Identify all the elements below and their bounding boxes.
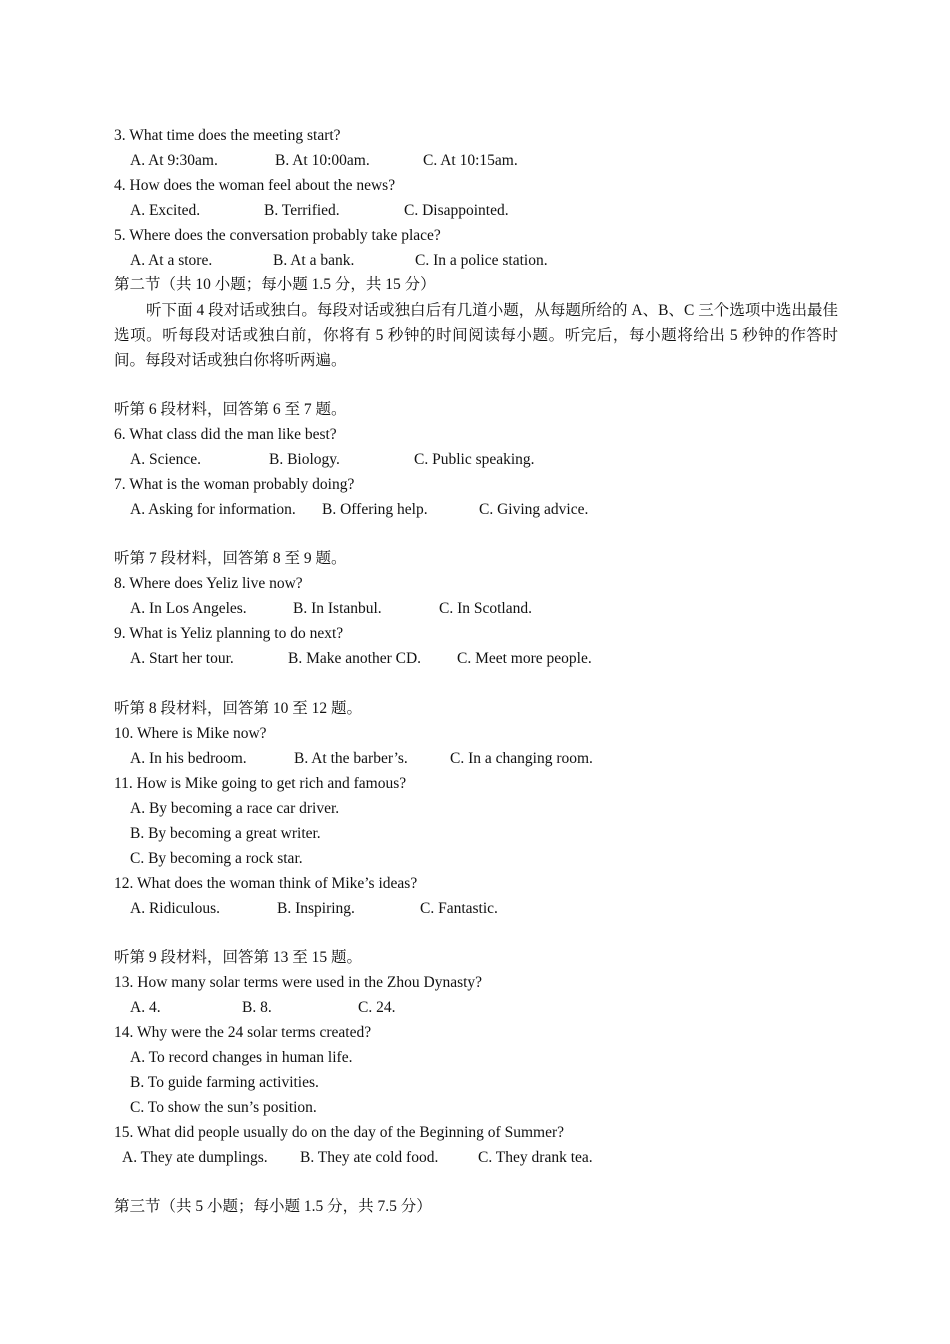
option-c: C. At 10:15am. bbox=[423, 152, 518, 169]
option-b: B. 8. bbox=[242, 999, 272, 1016]
question-4: 4. How does the woman feel about the news? bbox=[114, 177, 396, 194]
option-c-text: C. By becoming a rock star. bbox=[130, 850, 303, 867]
option-b-text: B. To guide farming activities. bbox=[130, 1074, 319, 1091]
section-2-heading: 第二节（共 10 小题；每小题 1.5 分，共 15 分） bbox=[114, 276, 436, 293]
option-c: C. In a police station. bbox=[415, 252, 548, 269]
option-b: B. Biology. bbox=[269, 451, 340, 468]
question-7: 7. What is the woman probably doing? bbox=[114, 476, 355, 493]
option-b: B. Make another CD. bbox=[288, 650, 422, 667]
material-9-heading: 听第 9 段材料，回答第 13 至 15 题。 bbox=[114, 949, 363, 966]
question-11: 11. How is Mike going to get rich and famous? bbox=[114, 775, 407, 792]
option-b: B. Terrified. bbox=[264, 202, 340, 219]
question-12: 12. What does the woman think of Mike’s ideas? bbox=[114, 875, 418, 892]
question-6: 6. What class did the man like best? bbox=[114, 426, 337, 443]
option-a: A. Excited. bbox=[130, 202, 201, 219]
option-b-text: B. By becoming a great writer. bbox=[130, 825, 321, 842]
section-2-instructions: 听下面 4 段对话或独白。每段对话或独白后有几道小题，从每题所给的 A、B、C 三个选项中选出最佳选项。听每段对话或独白前，你将有 5 秒钟的时间阅读每小题。听完后，每小题将给出 5 秒钟的作答时间。每段对话或独白你将听两遍。 bbox=[114, 302, 838, 369]
option-c: C. Disappointed. bbox=[404, 202, 509, 219]
option-a: A. In his bedroom. bbox=[130, 750, 247, 767]
option-a-text: A. By becoming a race car driver. bbox=[130, 800, 340, 817]
option-a: A. Ridiculous. bbox=[130, 900, 220, 917]
option-b: B. Inspiring. bbox=[277, 900, 355, 917]
option-c: C. Public speaking. bbox=[414, 451, 535, 468]
question-13: 13. How many solar terms were used in the Zhou Dynasty? bbox=[114, 974, 483, 991]
option-c: C. They drank tea. bbox=[478, 1149, 593, 1166]
option-c-text: C. To show the sun’s position. bbox=[130, 1099, 317, 1116]
option-a: A. Science. bbox=[130, 451, 202, 468]
option-b: B. At the barber’s. bbox=[294, 750, 408, 767]
option-b: B. In Istanbul. bbox=[293, 600, 382, 617]
option-c: C. In Scotland. bbox=[439, 600, 532, 617]
option-a: A. Asking for information. bbox=[130, 501, 296, 518]
option-a: A. Start her tour. bbox=[130, 650, 234, 667]
material-6-heading: 听第 6 段材料，回答第 6 至 7 题。 bbox=[114, 401, 347, 418]
question-5: 5. Where does the conversation probably take place? bbox=[114, 227, 441, 244]
question-10: 10. Where is Mike now? bbox=[114, 725, 267, 742]
option-b: B. They ate cold food. bbox=[300, 1149, 439, 1166]
option-a: A. In Los Angeles. bbox=[130, 600, 247, 617]
material-8-heading: 听第 8 段材料，回答第 10 至 12 题。 bbox=[114, 700, 363, 717]
section-3-heading: 第三节（共 5 小题；每小题 1.5 分，共 7.5 分） bbox=[114, 1198, 432, 1215]
question-3: 3. What time does the meeting start? bbox=[114, 127, 341, 144]
option-a: A. At a store. bbox=[130, 252, 213, 269]
question-15: 15. What did people usually do on the day of the Beginning of Summer? bbox=[114, 1124, 564, 1141]
option-b: B. At a bank. bbox=[273, 252, 355, 269]
material-7-heading: 听第 7 段材料，回答第 8 至 9 题。 bbox=[114, 550, 347, 567]
option-c: C. Meet more people. bbox=[457, 650, 592, 667]
option-b: B. At 10:00am. bbox=[275, 152, 370, 169]
option-c: C. Giving advice. bbox=[479, 501, 589, 518]
option-b: B. Offering help. bbox=[322, 501, 428, 518]
option-c: C. In a changing room. bbox=[450, 750, 593, 767]
option-c: C. 24. bbox=[358, 999, 396, 1016]
option-a: A. At 9:30am. bbox=[130, 152, 218, 169]
question-9: 9. What is Yeliz planning to do next? bbox=[114, 625, 344, 642]
question-14: 14. Why were the 24 solar terms created? bbox=[114, 1024, 372, 1041]
option-a: A. They ate dumplings. bbox=[122, 1149, 268, 1166]
option-a: A. 4. bbox=[130, 999, 161, 1016]
option-a-text: A. To record changes in human life. bbox=[130, 1049, 353, 1066]
question-8: 8. Where does Yeliz live now? bbox=[114, 575, 303, 592]
option-c: C. Fantastic. bbox=[420, 900, 498, 917]
